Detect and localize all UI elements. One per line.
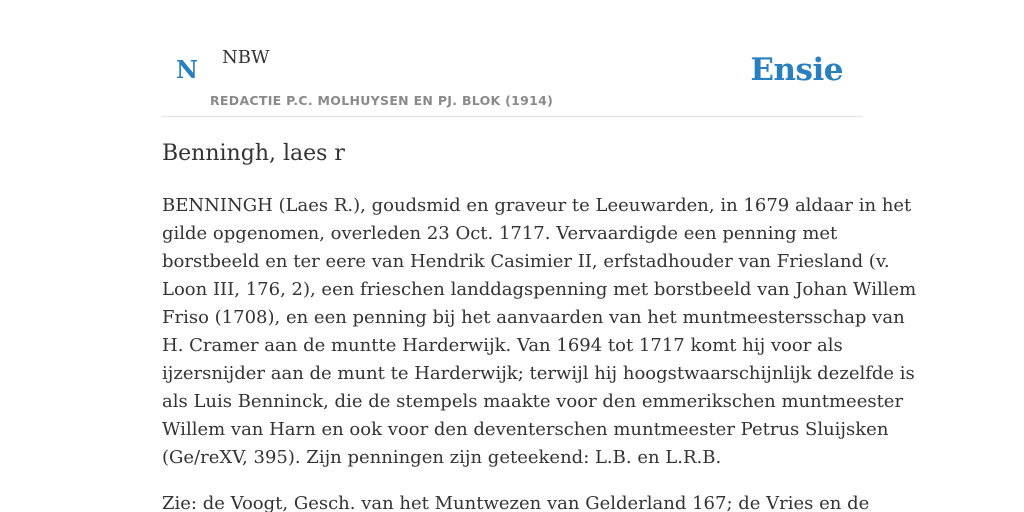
- paragraph-line: BENNINGH (Laes R.), goudsmid en graveur te Leeuwarden, in 1679 aldaar in het: [162, 195, 912, 216]
- paragraph-line: (Ge/reXV, 395). Zijn penningen zijn geteekend: L.B. en L.R.B.: [162, 447, 722, 468]
- source-name[interactable]: NBW: [222, 47, 270, 68]
- paragraph-line: ijzersnijder aan de munt te Harderwijk; terwijl hij hoogstwaarschijnlijk dezelfde is: [162, 363, 915, 384]
- paragraph-line: Loon III, 176, 2), een frieschen landdagspenning met borstbeeld van Johan Willem: [162, 279, 917, 300]
- source-subtitle: REDACTIE P.C. MOLHUYSEN EN PJ. BLOK (1914): [210, 93, 554, 108]
- article-title: Benningh, laes r: [162, 141, 345, 166]
- article-paragraph: [162, 490, 870, 512]
- source-header: [162, 0, 862, 117]
- paragraph-line: H. Cramer aan de muntte Harderwijk. Van 1694 tot 1717 komt hij voor als: [162, 335, 843, 356]
- source-logo[interactable]: N: [176, 55, 198, 84]
- paragraph-line: als Luis Benninck, die de stempels maakte voor den emmerikschen muntmeester: [162, 391, 904, 412]
- brand-logo[interactable]: Ensie: [750, 52, 843, 88]
- article-paragraph: [162, 192, 917, 472]
- paragraph-line: gilde opgenomen, overleden 23 Oct. 1717. Vervaardigde een penning met: [162, 223, 838, 244]
- paragraph-line: Willem van Harn en ook voor den deventerschen muntmeester Petrus Sluijsken: [162, 419, 889, 440]
- article-body: [162, 192, 917, 512]
- paragraph-line: Friso (1708), en een penning bij het aanvaarden van het muntmeestersschap van: [162, 307, 905, 328]
- paragraph-line: Zie: de Voogt, Gesch. van het Muntwezen van Gelderland 167; de Vries en de: [162, 493, 870, 512]
- paragraph-line: borstbeeld en ter eere van Hendrik Casimier II, erfstadhouder van Friesland (v.: [162, 251, 890, 272]
